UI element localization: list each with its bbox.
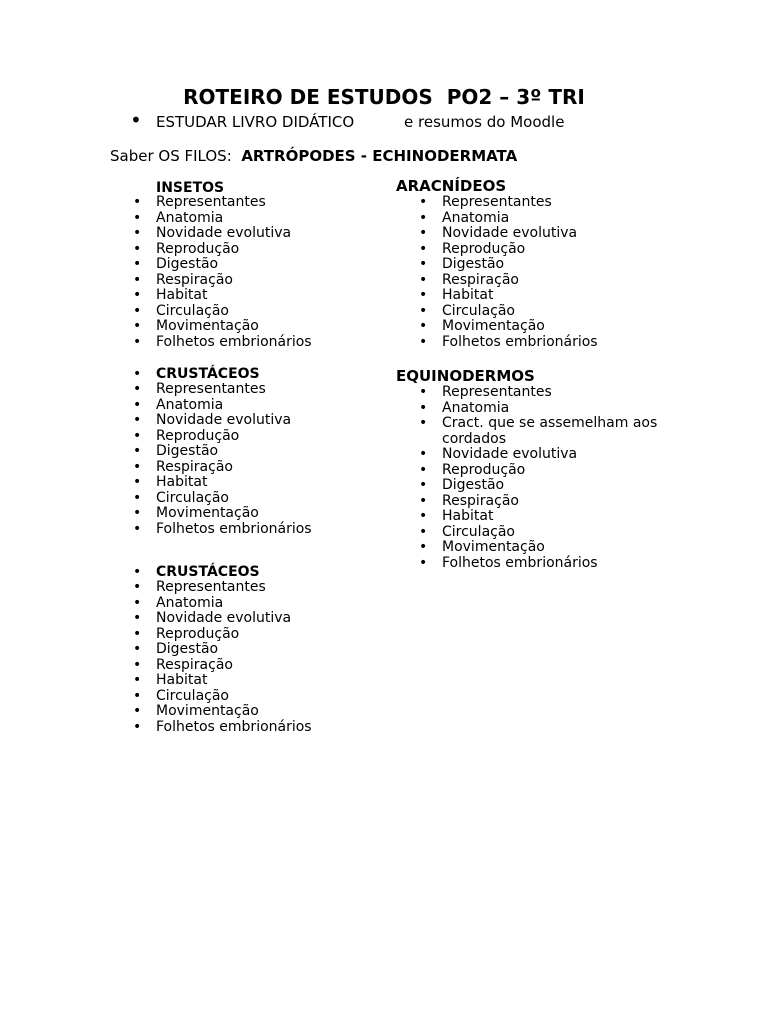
list-crustaceos-2 <box>156 580 312 735</box>
phyla-names: ARTRÓPODES - ECHINODERMATA <box>241 147 518 165</box>
phyla-label: Saber OS FILOS: <box>110 147 232 165</box>
list-item: • Representantes <box>442 195 598 211</box>
list-item: • Movimentação <box>156 506 312 522</box>
list-item: • Novidade evolutiva <box>156 611 312 627</box>
list-item: • Circulação <box>156 689 312 705</box>
list-item: • Novidade evolutiva <box>442 226 598 242</box>
bullet-icon: • <box>133 366 142 382</box>
list-item: • Representantes <box>156 195 312 211</box>
list-item: • Novidade evolutiva <box>156 226 312 242</box>
list-item: • Respiração <box>156 273 312 289</box>
list-item: • Representantes <box>156 382 312 398</box>
list-item: • Anatomia <box>156 211 312 227</box>
list-item: • Representantes <box>442 385 672 401</box>
list-item: • Circulação <box>442 525 672 541</box>
list-item: • Folhetos embrionários <box>156 335 312 351</box>
list-item: • Anatomia <box>442 401 672 417</box>
list-item: • Reprodução <box>156 429 312 445</box>
list-item: • Anatomia <box>442 211 598 227</box>
section-heading-crustaceos-1: CRUSTÁCEOS <box>156 366 260 382</box>
list-item: • Digestão <box>156 444 312 460</box>
list-crustaceos-1 <box>156 382 312 537</box>
list-item: • Reprodução <box>156 242 312 258</box>
section-heading-insetos: INSETOS <box>156 180 225 196</box>
phyla-line <box>110 146 517 166</box>
bullet-icon: • <box>130 108 142 132</box>
list-item: • Circulação <box>156 491 312 507</box>
list-item: • Reprodução <box>156 627 312 643</box>
section-heading-crustaceos-2: CRUSTÁCEOS <box>156 564 260 580</box>
list-item: • Digestão <box>156 642 312 658</box>
list-item: • Movimentação <box>442 540 672 556</box>
list-item: • Respiração <box>156 460 312 476</box>
list-item: • Circulação <box>442 304 598 320</box>
list-item: • Folhetos embrionários <box>156 522 312 538</box>
list-item: • Representantes <box>156 580 312 596</box>
list-item: • Novidade evolutiva <box>156 413 312 429</box>
list-item: • Reprodução <box>442 463 672 479</box>
document-title: ROTEIRO DE ESTUDOS PO2 – 3º TRI <box>183 85 585 109</box>
list-item: • Habitat <box>156 288 312 304</box>
list-item: • Folhetos embrionários <box>156 720 312 736</box>
list-aracnideos <box>442 195 598 350</box>
list-item: • Folhetos embrionários <box>442 335 598 351</box>
list-insetos <box>156 195 312 350</box>
list-item: • Folhetos embrionários <box>442 556 672 572</box>
list-item: • Digestão <box>442 478 672 494</box>
list-item: • Habitat <box>442 288 598 304</box>
list-item: • Digestão <box>156 257 312 273</box>
study-instruction <box>156 112 565 132</box>
list-item: • Movimentação <box>442 319 598 335</box>
section-heading-equinodermos: EQUINODERMOS <box>396 367 535 385</box>
list-item: • Movimentação <box>156 319 312 335</box>
bullet-icon: • <box>133 564 142 580</box>
list-item: • Respiração <box>442 273 598 289</box>
list-item: • Digestão <box>442 257 598 273</box>
list-equinodermos <box>442 385 672 571</box>
list-item: • Habitat <box>156 673 312 689</box>
study-instruction-book: ESTUDAR LIVRO DIDÁTICO <box>156 113 355 131</box>
list-item: • Circulação <box>156 304 312 320</box>
list-item: • Anatomia <box>156 398 312 414</box>
list-item: • Habitat <box>442 509 672 525</box>
section-heading-aracnideos: ARACNÍDEOS <box>396 177 507 195</box>
study-instruction-moodle: e resumos do Moodle <box>404 113 565 131</box>
list-item: • Cract. que se assemelham aos cordados <box>442 416 672 447</box>
list-item: • Novidade evolutiva <box>442 447 672 463</box>
list-item: • Respiração <box>156 658 312 674</box>
list-item: • Respiração <box>442 494 672 510</box>
list-item: • Reprodução <box>442 242 598 258</box>
list-item: • Anatomia <box>156 596 312 612</box>
list-item: • Habitat <box>156 475 312 491</box>
list-item: • Movimentação <box>156 704 312 720</box>
